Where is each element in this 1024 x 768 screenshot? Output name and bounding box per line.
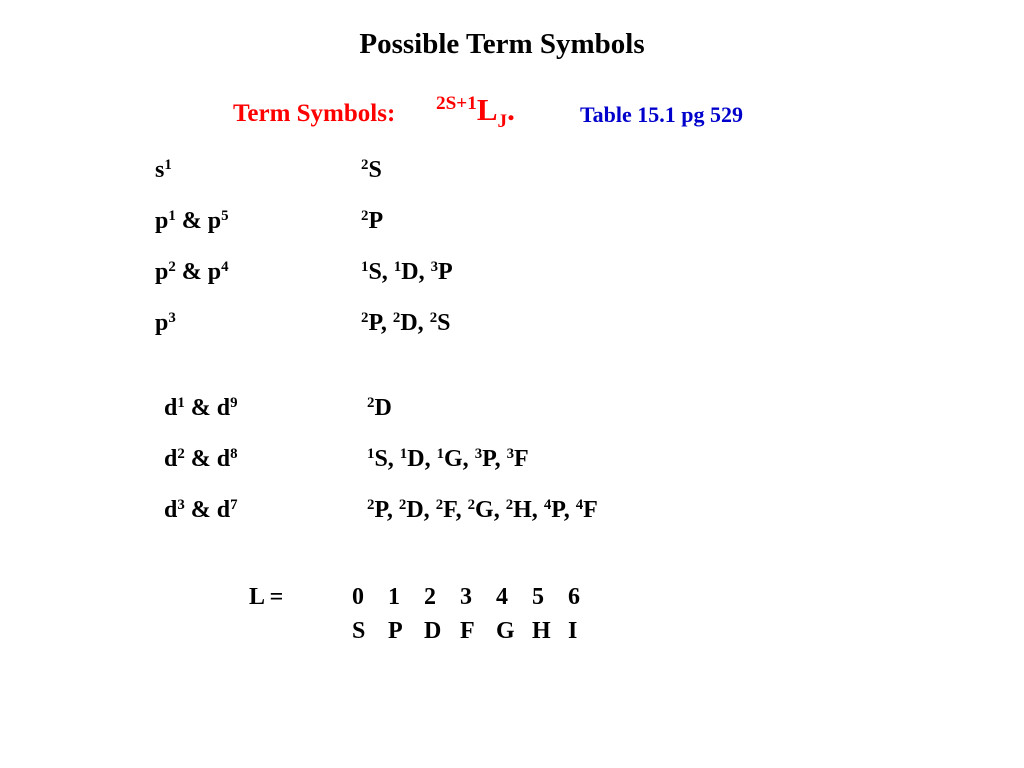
l-letter: F bbox=[460, 618, 475, 644]
term-multiplicity: 2 bbox=[429, 309, 438, 326]
formula-main: L bbox=[476, 92, 498, 127]
term-letter: H, bbox=[513, 497, 544, 523]
term-letter: F, bbox=[443, 497, 468, 523]
term-letter: P, bbox=[551, 497, 576, 523]
l-value: 1 bbox=[388, 584, 400, 610]
config-base: & d bbox=[184, 446, 231, 472]
config-base: & d bbox=[184, 395, 231, 421]
term-symbols-list bbox=[361, 157, 382, 184]
term-multiplicity: 2 bbox=[392, 309, 401, 326]
term-symbols-list bbox=[361, 259, 453, 286]
term-multiplicity: 2 bbox=[367, 394, 375, 411]
config-superscript: 3 bbox=[177, 496, 185, 513]
l-value: 2 bbox=[424, 584, 436, 610]
l-letter: H bbox=[532, 618, 551, 644]
term-letter: D, bbox=[400, 310, 430, 336]
config-base: p bbox=[155, 259, 169, 285]
config-superscript: 2 bbox=[168, 258, 176, 275]
config-base: & p bbox=[175, 259, 222, 285]
term-letter: S, bbox=[368, 259, 394, 285]
term-symbols-list bbox=[367, 446, 529, 473]
electron-configuration bbox=[164, 497, 238, 524]
term-letter: D bbox=[374, 395, 392, 421]
term-multiplicity: 2 bbox=[361, 207, 369, 224]
term-multiplicity: 2 bbox=[435, 496, 444, 513]
term-multiplicity: 3 bbox=[506, 445, 515, 462]
term-symbols-list bbox=[361, 208, 383, 235]
term-multiplicity: 2 bbox=[367, 496, 375, 513]
term-multiplicity: 2 bbox=[398, 496, 407, 513]
term-letter: F bbox=[514, 446, 529, 472]
term-letter: S bbox=[437, 310, 451, 336]
config-base: d bbox=[164, 395, 178, 421]
config-superscript: 7 bbox=[230, 496, 238, 513]
config-base: p bbox=[155, 208, 169, 234]
l-label: L = bbox=[249, 584, 284, 610]
config-superscript: 1 bbox=[168, 207, 176, 224]
config-base: & p bbox=[175, 208, 222, 234]
term-letter: D, bbox=[406, 497, 436, 523]
table-reference: Table 15.1 pg 529 bbox=[580, 102, 744, 127]
formula-tail: . bbox=[507, 92, 515, 127]
electron-configuration bbox=[164, 395, 238, 422]
l-letter: D bbox=[424, 618, 442, 644]
config-superscript: 2 bbox=[177, 445, 185, 462]
electron-configuration bbox=[155, 259, 229, 286]
term-letter: G, bbox=[475, 497, 506, 523]
config-base: d bbox=[164, 446, 178, 472]
config-superscript: 1 bbox=[164, 156, 172, 173]
formula-subscript: J bbox=[497, 110, 508, 132]
term-multiplicity: 2 bbox=[505, 496, 514, 513]
term-multiplicity: 2 bbox=[361, 156, 369, 173]
term-letter: F bbox=[583, 497, 598, 523]
term-multiplicity: 2 bbox=[467, 496, 476, 513]
term-letter: G, bbox=[444, 446, 475, 472]
l-values-row bbox=[352, 584, 604, 611]
l-value: 4 bbox=[496, 584, 508, 610]
l-value: 0 bbox=[352, 584, 364, 610]
l-letters-row bbox=[352, 618, 604, 645]
term-letter: P, bbox=[482, 446, 507, 472]
config-base: s bbox=[155, 157, 165, 183]
term-multiplicity: 4 bbox=[575, 496, 584, 513]
term-multiplicity: 3 bbox=[474, 445, 483, 462]
electron-configuration bbox=[155, 208, 229, 235]
config-base: d bbox=[164, 497, 178, 523]
page-title: Possible Term Symbols bbox=[359, 28, 645, 60]
term-letter: P, bbox=[368, 310, 393, 336]
term-multiplicity: 3 bbox=[430, 258, 439, 275]
term-multiplicity: 1 bbox=[361, 258, 369, 275]
config-base: p bbox=[155, 310, 169, 336]
config-superscript: 5 bbox=[221, 207, 229, 224]
term-letter: S, bbox=[374, 446, 400, 472]
term-letter: S bbox=[368, 157, 382, 183]
term-letter: P bbox=[438, 259, 453, 285]
term-multiplicity: 1 bbox=[399, 445, 408, 462]
formula-superscript: 2S+1 bbox=[436, 93, 477, 115]
term-symbols-list bbox=[361, 310, 450, 337]
term-letter: P, bbox=[374, 497, 399, 523]
term-multiplicity: 1 bbox=[367, 445, 375, 462]
term-symbol-formula bbox=[436, 92, 515, 132]
l-value: 5 bbox=[532, 584, 544, 610]
config-superscript: 9 bbox=[230, 394, 238, 411]
electron-configuration bbox=[164, 446, 238, 473]
term-multiplicity: 1 bbox=[436, 445, 445, 462]
electron-configuration bbox=[155, 310, 176, 337]
l-value: 6 bbox=[568, 584, 580, 610]
config-superscript: 4 bbox=[221, 258, 229, 275]
l-letter: P bbox=[388, 618, 403, 644]
term-symbols-list bbox=[367, 395, 392, 422]
l-letter: G bbox=[496, 618, 515, 644]
term-letter: P bbox=[368, 208, 384, 234]
config-base: & d bbox=[184, 497, 231, 523]
config-superscript: 8 bbox=[230, 445, 238, 462]
l-value: 3 bbox=[460, 584, 472, 610]
electron-configuration bbox=[155, 157, 172, 184]
l-letter: I bbox=[568, 618, 578, 644]
term-symbols-list bbox=[367, 497, 598, 524]
config-superscript: 3 bbox=[168, 309, 176, 326]
term-multiplicity: 4 bbox=[543, 496, 552, 513]
term-multiplicity: 2 bbox=[361, 309, 369, 326]
term-multiplicity: 1 bbox=[393, 258, 402, 275]
term-symbols-label: Term Symbols: bbox=[233, 100, 396, 127]
term-letter: D, bbox=[407, 446, 437, 472]
config-superscript: 1 bbox=[177, 394, 185, 411]
term-letter: D, bbox=[401, 259, 431, 285]
l-letter: S bbox=[352, 618, 366, 644]
